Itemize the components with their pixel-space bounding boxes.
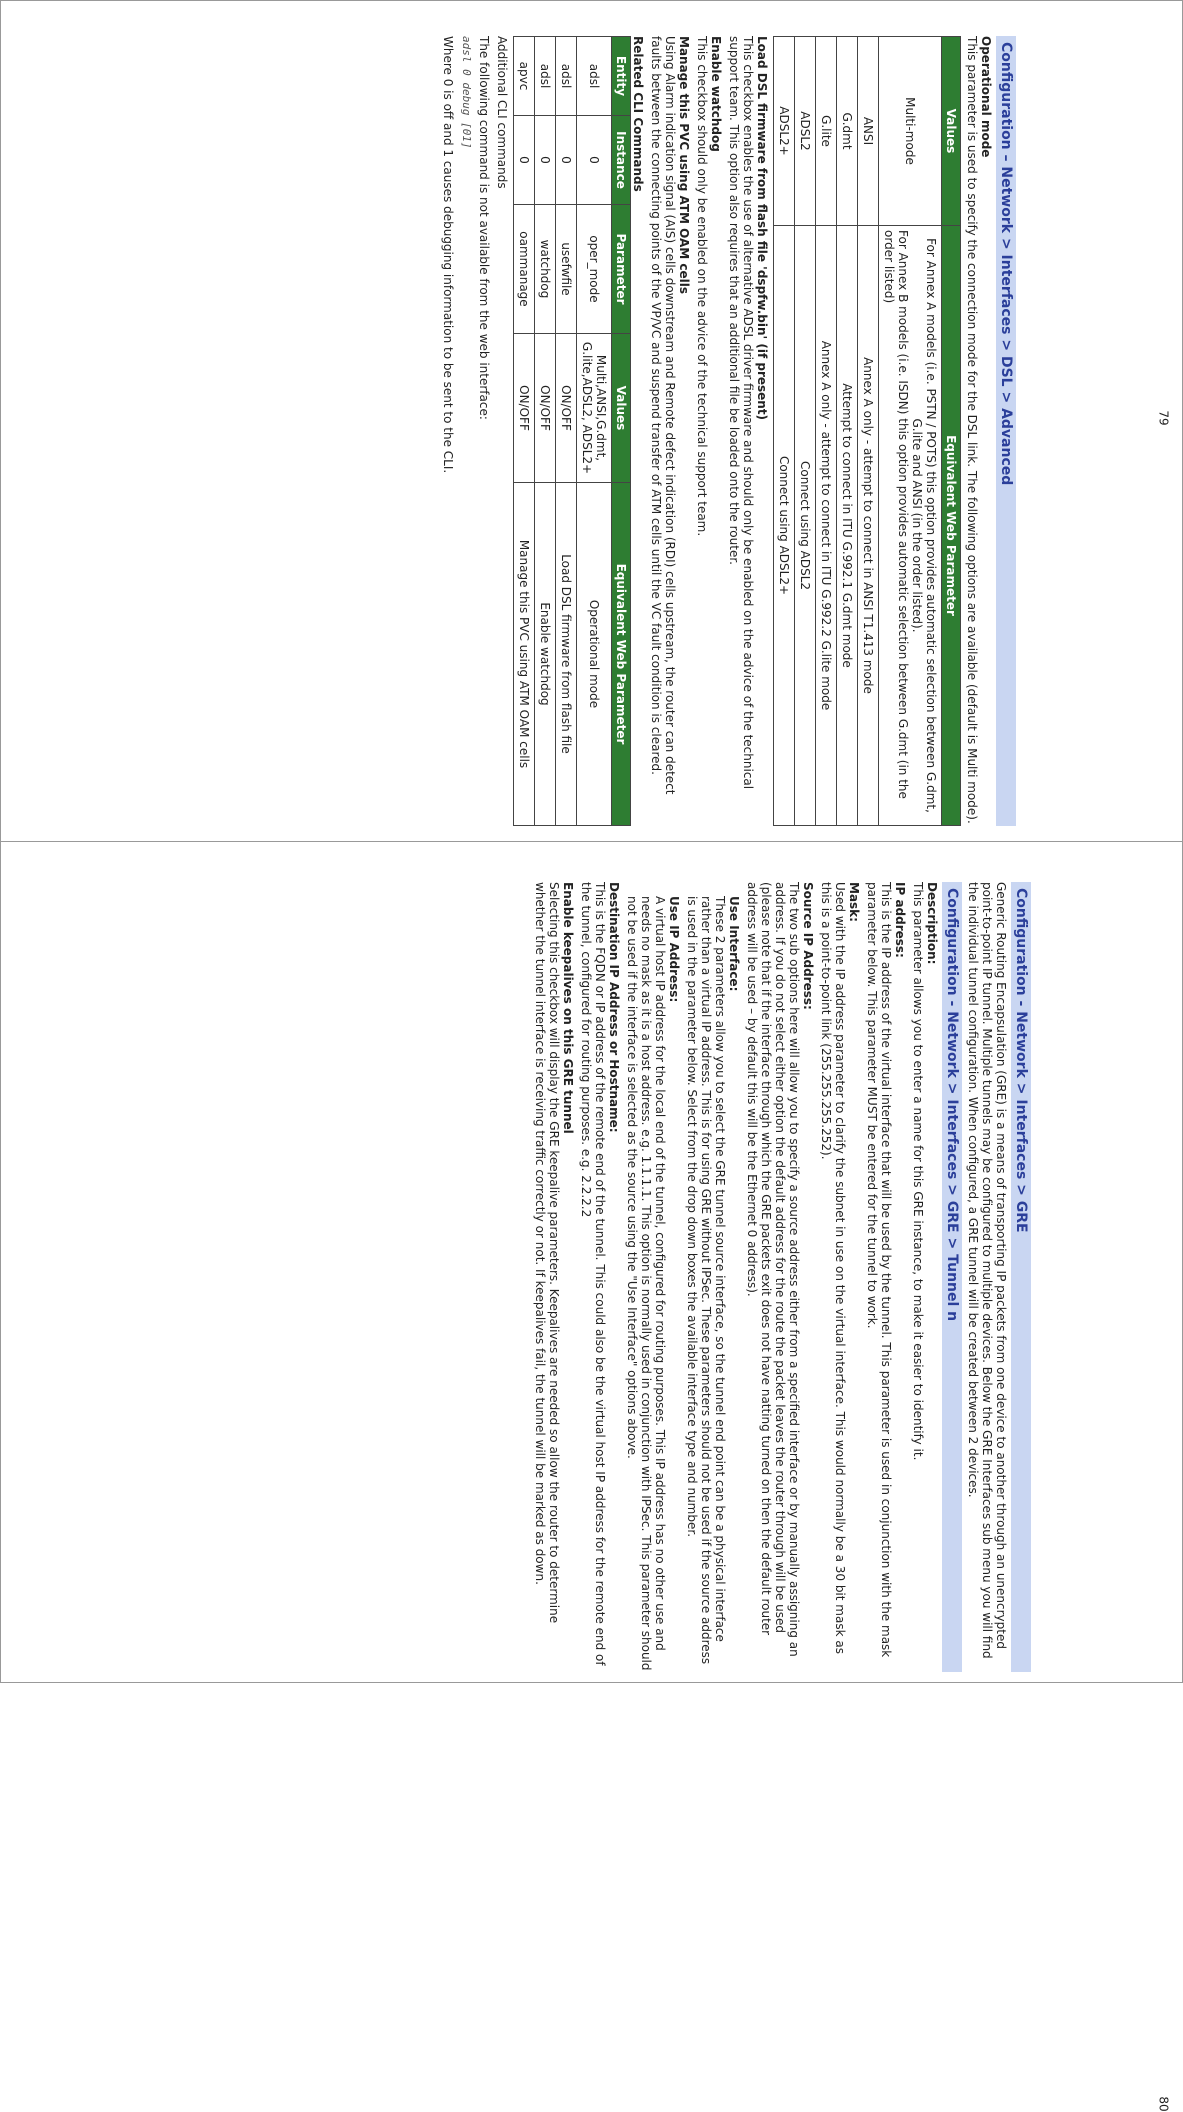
table-cell-line: For Annex A models (i.e. PSTN / POTS) this option provides automatic selection between G.dmt, G.lite and ANSI (in the order listed). bbox=[910, 238, 938, 813]
table-cell: usefwfile bbox=[556, 205, 577, 334]
table-row bbox=[816, 37, 837, 826]
mask-text: Used with the IP address parameter to clarify the subnet in use on the virtual interface. This would normally be a 30 bit mask as this is a point-to-point link (255.255.255.252). bbox=[819, 882, 847, 1654]
table-cell: ON/OFF bbox=[514, 334, 535, 483]
table-cell: Connect using ADSL2+ bbox=[774, 226, 795, 826]
ip-address-title: IP address: bbox=[893, 882, 907, 958]
table-row bbox=[535, 37, 556, 826]
table-row bbox=[556, 37, 577, 826]
mode-table-header: Equivalent Web Parameter bbox=[942, 226, 961, 826]
cli-table-header: Entity bbox=[612, 37, 631, 116]
keepalives-title: Enable keepalives on this GRE tunnel bbox=[561, 882, 575, 1134]
table-cell: ADSL2+ bbox=[774, 37, 795, 226]
table-cell: apvc bbox=[514, 37, 535, 116]
table-cell: 0 bbox=[514, 116, 535, 205]
table-cell: ON/OFF bbox=[535, 334, 556, 483]
cli-table-header: Values bbox=[612, 334, 631, 483]
load-firmware-desc: This checkbox enables the use of alternative ADSL driver firmware and should only be enabled on the advice of the technical support team. This option also requires that an additional file be loaded onto the router. bbox=[727, 36, 755, 790]
table-cell: adsl bbox=[556, 37, 577, 116]
table-cell: 0 bbox=[577, 116, 612, 205]
section-header-gre-tunnel: Configuration - Network > Interfaces > GRE > Tunnel n bbox=[942, 882, 962, 1672]
table-cell: Manage this PVC using ATM OAM cells bbox=[514, 483, 535, 826]
table-cell: Multi-mode bbox=[879, 37, 942, 226]
table-row bbox=[514, 37, 535, 826]
section-header-gre: Configuration - Network > Interfaces > GRE bbox=[1011, 882, 1031, 1672]
mode-table-header: Values bbox=[942, 37, 961, 226]
enable-watchdog-title: Enable watchdog bbox=[709, 36, 723, 152]
description-title: Description: bbox=[925, 882, 939, 965]
oam-desc: Using Alarm indication signal (AIS) cells downstream and Remote defect indication (RDI) cells upstream, the router can detect faults between the connecting points of the VP/VC and suspend transfer of ATM cells until the VC fault condition is cleared. bbox=[649, 36, 677, 795]
table-row bbox=[837, 37, 858, 826]
table-cell: ON/OFF bbox=[556, 334, 577, 483]
related-cli-title: Related CLI Commands bbox=[631, 36, 645, 192]
table-cell: oammanage bbox=[514, 205, 535, 334]
source-ip-title: Source IP Address: bbox=[801, 882, 815, 1010]
table-cell: adsl bbox=[577, 37, 612, 116]
table-row bbox=[858, 37, 879, 826]
table-cell: ANSI bbox=[858, 37, 879, 226]
table-cell: Attempt to connect in ITU G.992.1 G.dmt mode bbox=[837, 226, 858, 826]
cli-table-header: Parameter bbox=[612, 205, 631, 334]
command-explanation: Where 0 is off and 1 causes debugging information to be sent to the CLI. bbox=[441, 36, 455, 474]
cli-table-header: Instance bbox=[612, 116, 631, 205]
section-header-dsl-advanced: Configuration – Network > Interfaces > DSL > Advanced bbox=[996, 36, 1016, 826]
table-cell-line: For Annex B models (i.e. ISDN) this option provides automatic selection between G.dmt (in the order listed) bbox=[882, 230, 910, 799]
gre-intro: Generic Routing Encapsulation (GRE) is a means of transporting IP packets from one device to another through an unencrypted point-to-point IP tunnel. Multiple tunnels may be configured to multiple devices. Below the GRE Interfaces sub menu you will find the individual tunnel configuration. When configured, a GRE tunnel will be created between 2 devices. bbox=[966, 882, 1008, 1659]
table-row bbox=[879, 37, 942, 826]
load-firmware-title: Load DSL firmware from flash file 'dspfw.bin' (if present) bbox=[755, 36, 769, 421]
table-cell: Operational mode bbox=[577, 483, 612, 826]
operational-mode-title: Operational mode bbox=[979, 36, 993, 158]
table-cell: 0 bbox=[535, 116, 556, 205]
table-row bbox=[577, 37, 612, 826]
table-row bbox=[795, 37, 816, 826]
table-row bbox=[774, 37, 795, 826]
table-cell: Multi,ANSI,G.dmt, G.lite,ADSL2, ADSL2+ bbox=[577, 334, 612, 483]
table-cell bbox=[879, 226, 942, 826]
page-79-sheet bbox=[0, 0, 1183, 842]
table-cell: Connect using ADSL2 bbox=[795, 226, 816, 826]
page-80-sheet bbox=[0, 841, 1183, 2112]
keepalives-text: Selecting this checkbox will display the GRE keepalive parameters. Keepalives are needed so allow the router to determine whether the tunnel interface is receiving traffic correctly or not. If keepalives fail, the tunnel will be marked as down. bbox=[533, 882, 561, 1624]
table-cell: Annex A only - attempt to connect in ITU G.992.2 G.lite mode bbox=[816, 226, 837, 826]
table-cell: watchdog bbox=[535, 205, 556, 334]
page-number-text: 79 bbox=[1156, 410, 1171, 426]
use-ip-text: A virtual host IP address for the local end of the tunnel, configured for routing purposes. This IP address has no other use and needs no mask as it is a host address. e.g. 1.1.1.1. This option is normally used in conjunction with IPSec. This parameter should not be used if the interface is selected as the source using the "Use Interface" options above. bbox=[625, 896, 667, 1671]
table-cell: Enable watchdog bbox=[535, 483, 556, 826]
mask-title: Mask: bbox=[847, 882, 861, 922]
ip-address-text: This is the IP address of the virtual interface that will be used by the tunnel. This parameter is used in conjunction with the mask parameter below. This parameter MUST be entered for the tunnel to work. bbox=[865, 882, 893, 1658]
cli-table bbox=[513, 36, 631, 826]
table-cell: ADSL2 bbox=[795, 37, 816, 226]
table-cell: oper_mode bbox=[577, 205, 612, 334]
page-number-text: 80 bbox=[1156, 2096, 1171, 2112]
use-ip-title: Use IP Address: bbox=[667, 896, 681, 1003]
use-interface-title: Use Interface: bbox=[727, 896, 741, 992]
cli-table-header: Equivalent Web Parameter bbox=[612, 483, 631, 826]
table-cell: G.dmt bbox=[837, 37, 858, 226]
page-80-content bbox=[31, 882, 1031, 1672]
oam-title: Manage this PVC using ATM OAM cells bbox=[677, 36, 691, 295]
description-text: This parameter allows you to enter a name for this GRE instance, to make it easier to identify it. bbox=[911, 882, 925, 1461]
additional-cli-title: Additional CLI commands bbox=[495, 36, 509, 189]
enable-watchdog-desc: This checkbox should only be enabled on the advice of the technical support team. bbox=[695, 36, 709, 537]
destination-text: This is the FQDN or IP address of the remote end of the tunnel. This could also be the virtual host IP address for the remote end of the tunnel, configured for routing purposes. e.g. 2.2.2.2 bbox=[579, 882, 607, 1666]
table-cell: G.lite bbox=[816, 37, 837, 226]
mode-table bbox=[773, 36, 961, 826]
page-number bbox=[1156, 2097, 1171, 2111]
cli-command: adsl 0 debug [01] bbox=[460, 36, 473, 149]
page-number bbox=[1156, 411, 1171, 425]
operational-mode-desc: This parameter is used to specify the connection mode for the DSL link. The following options are available (default is Multi mode). bbox=[965, 36, 979, 824]
table-cell: adsl bbox=[535, 37, 556, 116]
table-cell: Load DSL firmware from flash file bbox=[556, 483, 577, 826]
source-ip-suboptions bbox=[625, 882, 741, 1672]
not-available-note: The following command is not available from the web interface: bbox=[477, 36, 491, 420]
table-cell: Annex A only - attempt to connect in ANSI T1.413 mode bbox=[858, 226, 879, 826]
use-interface-text: These 2 parameters allow you to select the GRE tunnel source interface, so the tunnel end point can be a physical interface rather than a virtual IP address. This is for using GRE without IPSec. These parameters should not be used if the source address is used in the parameter below. Select from the drop down boxes the available interface type and number. bbox=[685, 896, 727, 1665]
source-ip-text: The two sub options here will allow you to specify a source address either from a specified interface or by manually assigning an address. If you do not select either option the default address for the route the packet leaves the router through will be used (please note that if the interface through which the GRE packets exit does not have natting turned on then the default router address will be used – by default this will be the Ethernet 0 address). bbox=[745, 882, 801, 1657]
destination-title: Destination IP Address or Hostname: bbox=[607, 882, 621, 1133]
table-cell: 0 bbox=[556, 116, 577, 205]
page-79-content bbox=[16, 36, 1016, 826]
